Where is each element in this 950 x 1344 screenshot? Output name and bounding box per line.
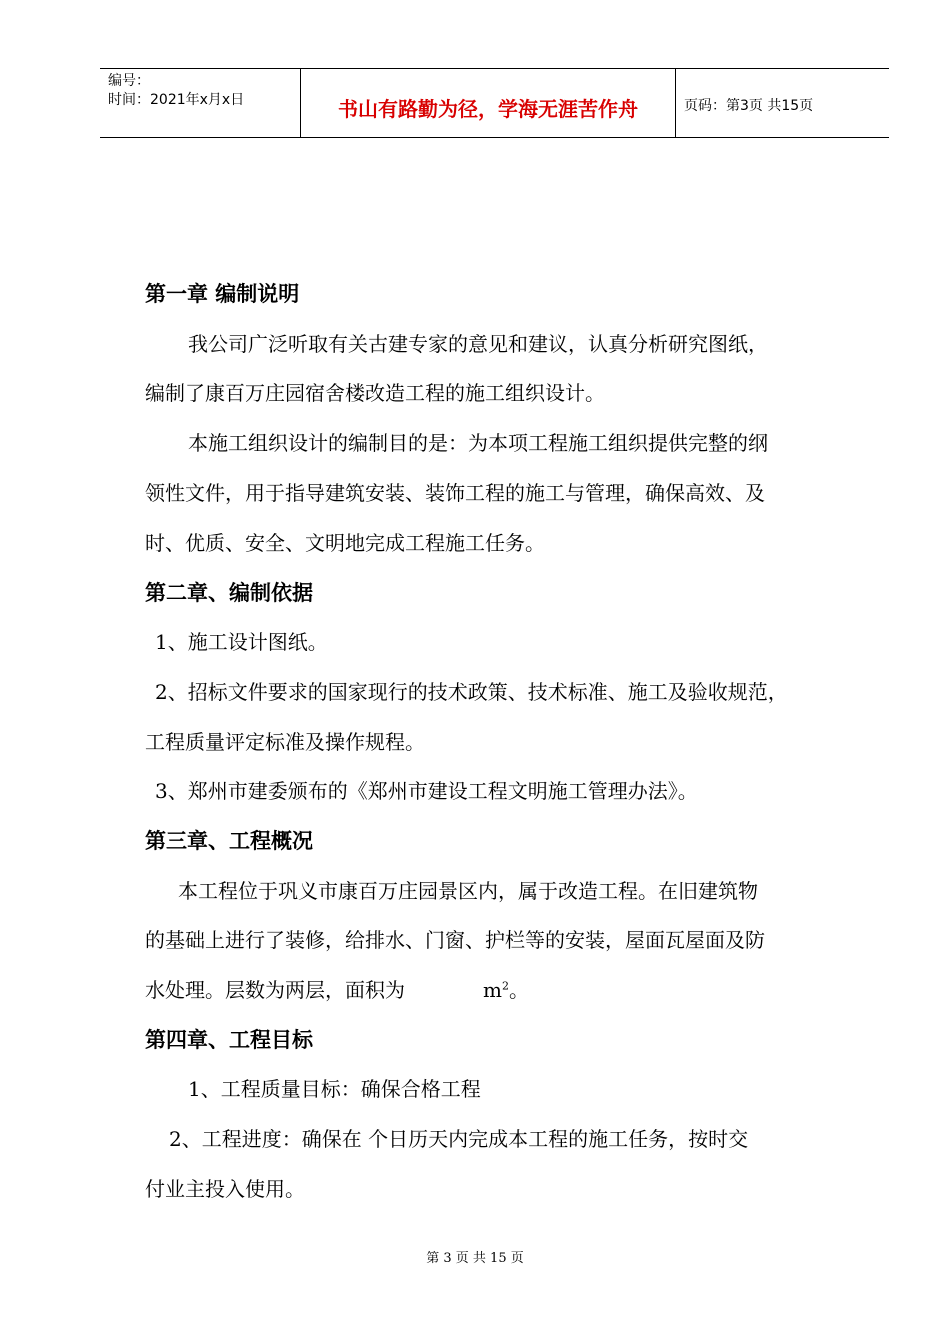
- document-date: 时间：2021年x月x日: [108, 92, 245, 108]
- page-footer: 第 3 页 共 15 页: [426, 1251, 524, 1266]
- chapter3-line2: 的基础上进行了装修，给排水、门窗、护栏等的安装，屋面瓦屋面及防: [145, 928, 765, 952]
- header-page-info: 页码：第3页 共15页: [684, 98, 814, 114]
- header-motto-cell: [301, 69, 676, 137]
- chapter2-item1: 1、施工设计图纸。: [155, 630, 328, 654]
- chapter3-area-text: 水处理。层数为两层，面积为: [145, 978, 405, 1002]
- chapter3-area-end: 。: [508, 978, 529, 1002]
- header-page-cell: [676, 69, 889, 137]
- chapter4-item2-line1: 2、工程进度：确保在 个日历天内完成本工程的施工任务，按时交: [169, 1127, 749, 1151]
- chapter2-item2-line2: 工程质量评定标准及操作规程。: [145, 730, 425, 754]
- page-header: [100, 68, 889, 138]
- chapter3-heading: 第三章、工程概况: [145, 829, 313, 853]
- document-number-label: 编号：: [108, 73, 150, 89]
- chapter2-heading: 第二章、编制依据: [145, 581, 313, 605]
- chapter4-item2-line2: 付业主投入使用。: [145, 1177, 305, 1201]
- chapter4-heading: 第四章、工程目标: [145, 1028, 313, 1052]
- chapter2-item2-line1: 2、招标文件要求的国家现行的技术政策、技术标准、施工及验收规范，: [155, 680, 788, 704]
- chapter1-paragraph1-line2: 编制了康百万庄园宿舍楼改造工程的施工组织设计。: [145, 381, 605, 405]
- chapter3-area-unit: m: [483, 978, 502, 1002]
- chapter1-paragraph2-line3: 时、优质、安全、文明地完成工程施工任务。: [145, 531, 545, 555]
- chapter3-line1: 本工程位于巩义市康百万庄园景区内，属于改造工程。在旧建筑物: [178, 879, 758, 903]
- chapter4-item1: 1、工程质量目标：确保合格工程: [188, 1077, 481, 1101]
- header-motto: 书山有路勤为径，学海无涯苦作舟: [338, 97, 638, 121]
- chapter3-line3: [145, 974, 529, 1003]
- chapter3-area-superscript: 2: [501, 979, 509, 993]
- chapter1-paragraph2-line1: 本施工组织设计的编制目的是：为本项工程施工组织提供完整的纲: [188, 431, 768, 455]
- chapter1-heading: 第一章 编制说明: [145, 282, 300, 306]
- header-meta: [100, 69, 301, 137]
- chapter1-paragraph1-line1: 我公司广泛听取有关古建专家的意见和建议，认真分析研究图纸，: [188, 332, 768, 356]
- chapter2-item3: 3、郑州市建委颁布的《郑州市建设工程文明施工管理办法》。: [155, 779, 698, 803]
- chapter1-paragraph2-line2: 领性文件，用于指导建筑安装、装饰工程的施工与管理，确保高效、及: [145, 481, 765, 505]
